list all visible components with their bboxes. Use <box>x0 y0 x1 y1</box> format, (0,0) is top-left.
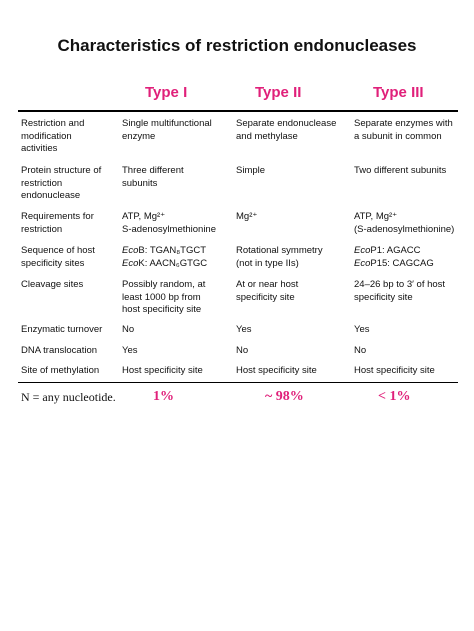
table-cell: Yes <box>236 324 252 335</box>
table-cell: Rotational symmetry (not in type IIs) <box>236 245 323 269</box>
percentage-type-1: 1% <box>153 389 174 404</box>
genus-abbrev: Eco <box>354 245 371 256</box>
table-cell: 24–26 bp to 3′ of host specificity site <box>354 279 446 303</box>
table-cell: Single multifunctional enzyme <box>122 118 212 142</box>
table-top-rule <box>18 110 458 112</box>
table-cell: No <box>354 345 367 356</box>
row-label: Sequence of host specificity sites <box>21 245 95 269</box>
page-title: Characteristics of restriction endonucleases <box>57 36 417 55</box>
table-cell: EcoB: TGAN₈TGCT EcoK: AACN₆GTGC <box>122 245 208 269</box>
table-cell: Separate enzymes with a subunit in common <box>354 118 453 142</box>
table-bottom-rule <box>18 382 458 383</box>
footnote: N = any nucleotide. <box>21 390 116 404</box>
row-label: Enzymatic turnover <box>21 324 103 335</box>
column-header-type-2: Type II <box>255 84 302 101</box>
table-cell: Three different subunits <box>122 165 184 189</box>
percentage-type-2: ~ 98% <box>265 389 304 404</box>
table-cell: Host specificity site <box>122 365 203 376</box>
percentage-type-3: < 1% <box>378 389 411 404</box>
row-label: Site of methylation <box>21 365 100 376</box>
table-cell: Mg²⁺ <box>236 211 258 222</box>
table-cell: EcoP1: AGACC EcoP15: CAGCAG <box>354 245 434 269</box>
table-cell: No <box>122 324 135 335</box>
row-label: Requirements for restriction <box>21 211 94 235</box>
table-cell: Simple <box>236 165 266 176</box>
row-label: Protein structure of restriction endonuclease <box>21 165 102 201</box>
genus-abbrev: Eco <box>122 257 139 269</box>
table-cell: At or near host specificity site <box>236 279 299 303</box>
row-label: DNA translocation <box>21 345 98 356</box>
table-cell: ATP, Mg²⁺ (S-adenosylmethionine) <box>354 211 455 235</box>
table-cell: ATP, Mg²⁺ S-adenosylmethionine <box>122 211 217 235</box>
table-cell: No <box>236 345 249 356</box>
row-label: Restriction and modification activities <box>21 118 85 154</box>
column-header-type-3: Type III <box>373 84 424 101</box>
table-cell: Yes <box>122 345 138 356</box>
table-cell: Possibly random, at least 1000 bp from host specificity site <box>122 279 206 315</box>
genus-abbrev: Eco <box>122 245 139 256</box>
table-cell: Host specificity site <box>236 365 317 376</box>
table-cell: Yes <box>354 324 370 335</box>
genus-abbrev: Eco <box>354 257 371 269</box>
table-cell: Two different subunits <box>354 165 447 176</box>
row-label: Cleavage sites <box>21 279 84 290</box>
table-cell: Separate endonuclease and methylase <box>236 118 337 142</box>
column-header-type-1: Type I <box>145 84 188 101</box>
table-cell: Host specificity site <box>354 365 435 376</box>
